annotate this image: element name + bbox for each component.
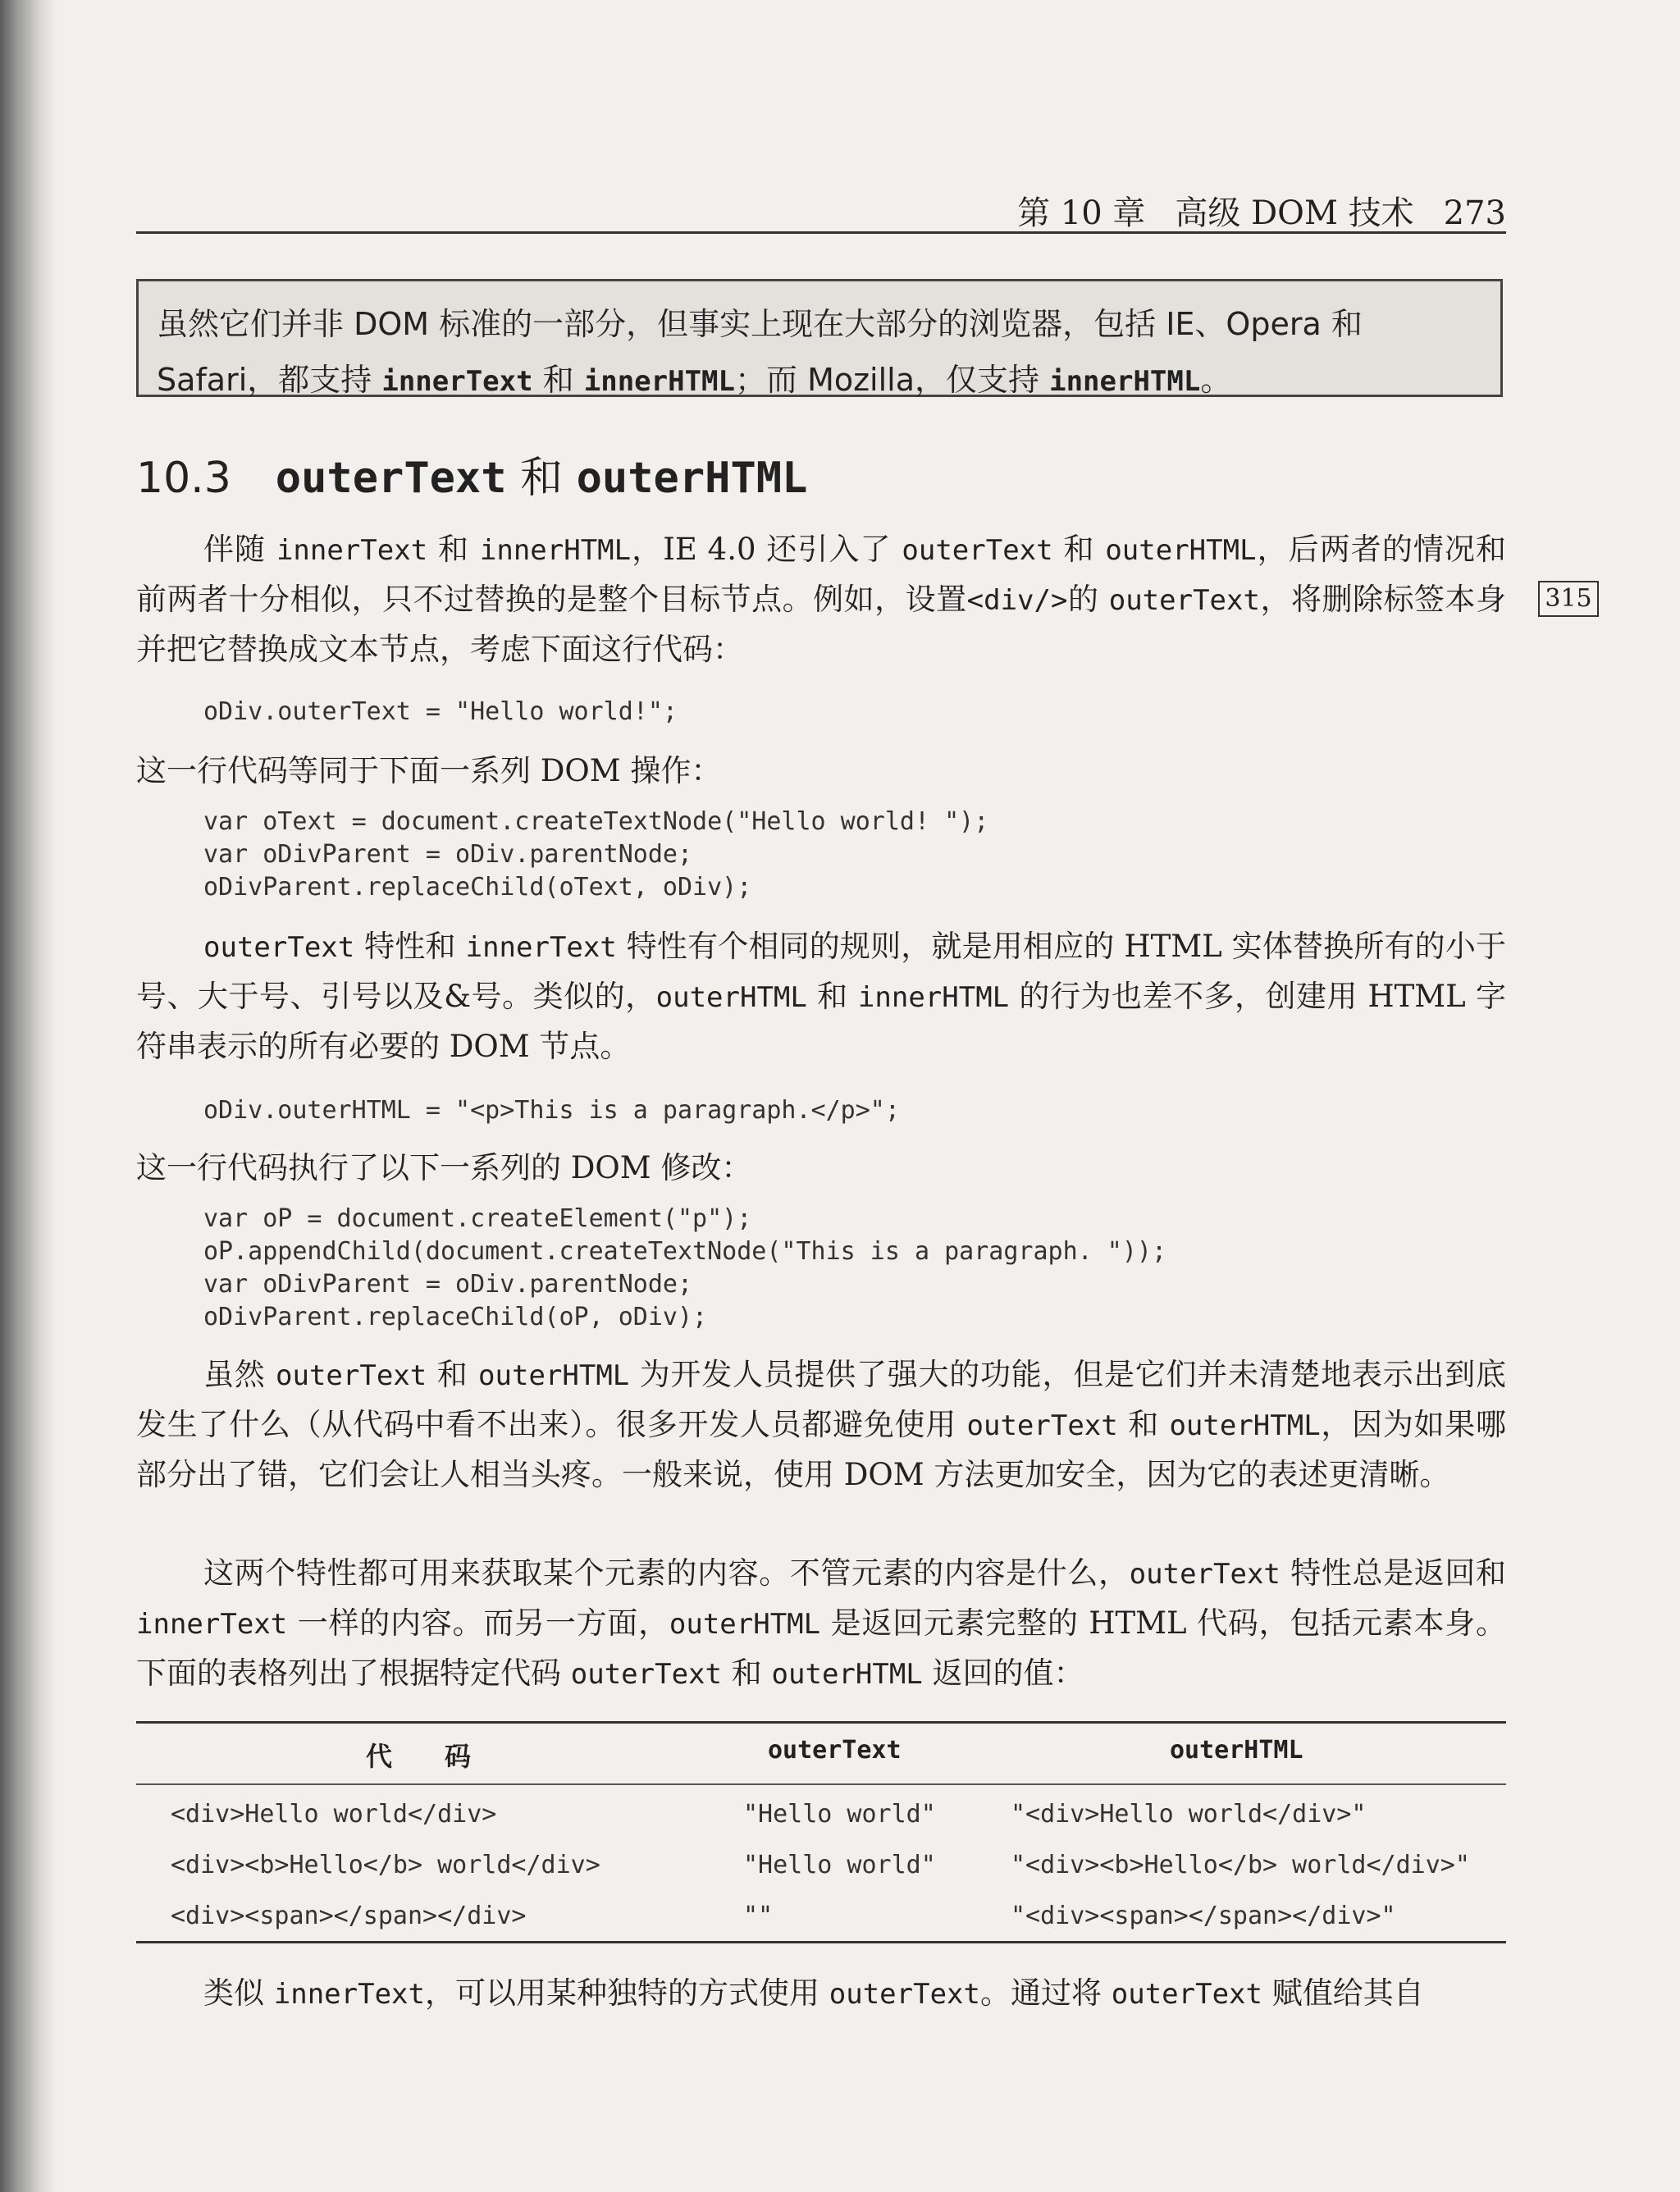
section-text: 和 xyxy=(506,454,577,503)
table-rule xyxy=(136,1721,1506,1724)
inline-code: outerText xyxy=(829,1978,980,2011)
inline-code: innerText xyxy=(465,931,617,964)
section-number: 10.3 xyxy=(136,454,231,503)
table-cell: "Hello world" xyxy=(743,1800,936,1829)
table-cell: "" xyxy=(743,1902,774,1930)
inline-code: outerHTML xyxy=(655,981,807,1014)
paragraph-7 xyxy=(136,1969,1506,2019)
inline-code: innerText xyxy=(276,534,428,567)
note-line-2 xyxy=(157,352,1482,409)
paragraph-text: 一样的内容。而另一方面， xyxy=(287,1605,669,1641)
paragraph-1 xyxy=(136,525,1506,674)
table-cell: <div><b>Hello</b> world</div> xyxy=(171,1851,600,1879)
paragraph-text: 和 xyxy=(722,1655,772,1691)
inline-code: outerHTML xyxy=(669,1608,821,1641)
paragraph-text: 和 xyxy=(427,1357,479,1392)
paragraph-text: 特性有个相同的规则，就是用相应的 HTML 实体替换所有的小于号、大于号、引号以及&号。类似的， xyxy=(136,929,1506,1014)
margin-page-ref: 315 xyxy=(1538,581,1599,617)
paragraph-text: 类似 xyxy=(203,1975,274,2011)
paragraph-text: 特性总是返回和 xyxy=(1280,1555,1507,1591)
chapter-title: 高级 DOM 技术 xyxy=(1175,194,1414,232)
note-code: innerHTML xyxy=(583,365,735,398)
inline-code: innerHTML xyxy=(479,534,632,567)
paragraph-text: 返回的值： xyxy=(922,1655,1084,1691)
paragraph-text: ，将删除标签本身并把它替换成文本节点，考虑下面这行代码： xyxy=(136,582,1507,667)
running-header xyxy=(136,182,1506,234)
code-block-2: var oText = document.createTextNode("Hello world! "); var oDivParent = oDiv.parentNode; oDivParent.replaceChild(oText, oDiv); xyxy=(203,807,989,902)
paragraph-text: ，后两者的情况和前两者十分相似，只不过替换的是整个目标节点。例如，设置 xyxy=(136,532,1506,617)
code-block-3: oDiv.outerHTML = "<p>This is a paragraph.</p>"; xyxy=(203,1096,900,1125)
paragraph-5 xyxy=(136,1350,1506,1500)
inline-code: innerText xyxy=(273,1978,425,2011)
inline-code: innerHTML xyxy=(857,981,1010,1014)
paragraph-text: 和 xyxy=(1117,1407,1170,1442)
paragraph-text: 虽然 xyxy=(203,1357,276,1392)
note-text: 和 xyxy=(532,362,584,398)
paragraph-2: 这一行代码等同于下面一系列 DOM 操作： xyxy=(136,753,722,788)
paragraph-text: 特性和 xyxy=(354,929,466,964)
inline-code: outerHTML xyxy=(478,1359,630,1392)
paragraph-text: 和 xyxy=(1052,532,1106,567)
header-text xyxy=(988,187,1506,234)
paragraph-text: 这两个特性都可用来获取某个元素的内容。不管元素的内容是什么， xyxy=(203,1555,1130,1591)
inline-code: outerText xyxy=(1129,1558,1281,1591)
section-code: outerHTML xyxy=(576,454,808,503)
inline-code: <div/> xyxy=(966,584,1068,617)
inline-code: innerText xyxy=(136,1608,288,1641)
table-cell: "Hello world" xyxy=(743,1851,936,1879)
paragraph-4: 这一行代码执行了以下一系列的 DOM 修改： xyxy=(136,1150,752,1185)
inline-code: outerText xyxy=(1108,584,1260,617)
inline-code: outerHTML xyxy=(1105,534,1257,567)
section-code: outerText xyxy=(275,454,507,503)
table-header-code: 代 码 xyxy=(366,1741,472,1772)
paragraph-text: 赋值给其自 xyxy=(1262,1975,1424,2011)
inline-code: outerText xyxy=(902,534,1053,567)
inline-code: outerText xyxy=(203,931,355,964)
paragraph-text: 。通过将 xyxy=(980,1975,1112,2011)
paragraph-text: 的 xyxy=(1067,582,1109,617)
paragraph-text: 的行为也差不多，创建用 HTML 字符串表示的所有必要的 DOM 节点。 xyxy=(136,979,1506,1064)
inline-code: outerText xyxy=(966,1409,1118,1442)
table-header-outerhtml: outerHTML xyxy=(1170,1736,1303,1765)
paragraph-text: ，可以用某种独特的方式使用 xyxy=(425,1975,829,2011)
note-code: innerHTML xyxy=(1049,365,1201,398)
inline-code: outerText xyxy=(276,1359,427,1392)
paragraph-3 xyxy=(136,922,1506,1071)
paragraph-text: 和 xyxy=(427,532,480,567)
code-block-1: oDiv.outerText = "Hello world!"; xyxy=(203,697,678,726)
section-heading xyxy=(136,443,807,505)
paragraph-6 xyxy=(136,1549,1506,1699)
paragraph-text: 和 xyxy=(806,979,858,1014)
code-block-4: var oP = document.createElement("p"); oP.appendChild(document.createTextNode("This is a paragraph. ")); var oDivParent = oDiv.parentNode; oDivParent.replaceChild(oP, oDiv); xyxy=(203,1204,1166,1331)
note-text: 。 xyxy=(1200,362,1232,398)
inline-code: outerHTML xyxy=(771,1658,923,1691)
inline-code: outerText xyxy=(570,1658,722,1691)
inline-code: outerText xyxy=(1111,1978,1262,2011)
table-rule xyxy=(136,1941,1506,1943)
table-header-outertext: outerText xyxy=(768,1736,902,1765)
paragraph-text: 是返回元素完整的 HTML 代码，包括元素本身。下面的表格列出了根据特定代码 xyxy=(136,1605,1506,1691)
chapter-number: 第 10 章 xyxy=(1017,194,1146,232)
paragraph-text: ，IE 4.0 还引入了 xyxy=(631,532,902,567)
table-cell: <div><span></span></div> xyxy=(171,1902,527,1930)
note-text: Safari，都支持 xyxy=(157,362,382,398)
paragraph-text: 伴随 xyxy=(203,532,276,567)
page-number: 273 xyxy=(1443,194,1506,232)
note-line-1: 虽然它们并非 DOM 标准的一部分，但事实上现在大部分的浏览器，包括 IE、Opera 和 xyxy=(157,306,1363,342)
table-cell: "<div><b>Hello</b> world</div>" xyxy=(1011,1851,1470,1879)
note-box xyxy=(136,279,1503,397)
table-cell: "<div>Hello world</div>" xyxy=(1011,1800,1367,1829)
note-text: ；而 Mozilla，仅支持 xyxy=(734,362,1050,398)
table-cell: <div>Hello world</div> xyxy=(171,1800,497,1829)
table-rule xyxy=(136,1783,1506,1785)
table-cell: "<div><span></span></div>" xyxy=(1011,1902,1396,1930)
note-code: innerText xyxy=(381,365,533,398)
paragraph-text: 为开发人员提供了强大的功能，但是它们并未清楚地表示出到底发生了什么（从代码中看不出来）。很多开发人员都避免使用 xyxy=(136,1357,1506,1442)
inline-code: outerHTML xyxy=(1169,1409,1321,1442)
paragraph-text: ，因为如果哪部分出了错，它们会让人相当头疼。一般来说，使用 DOM 方法更加安全，因为它的表述更清晰。 xyxy=(136,1407,1507,1492)
